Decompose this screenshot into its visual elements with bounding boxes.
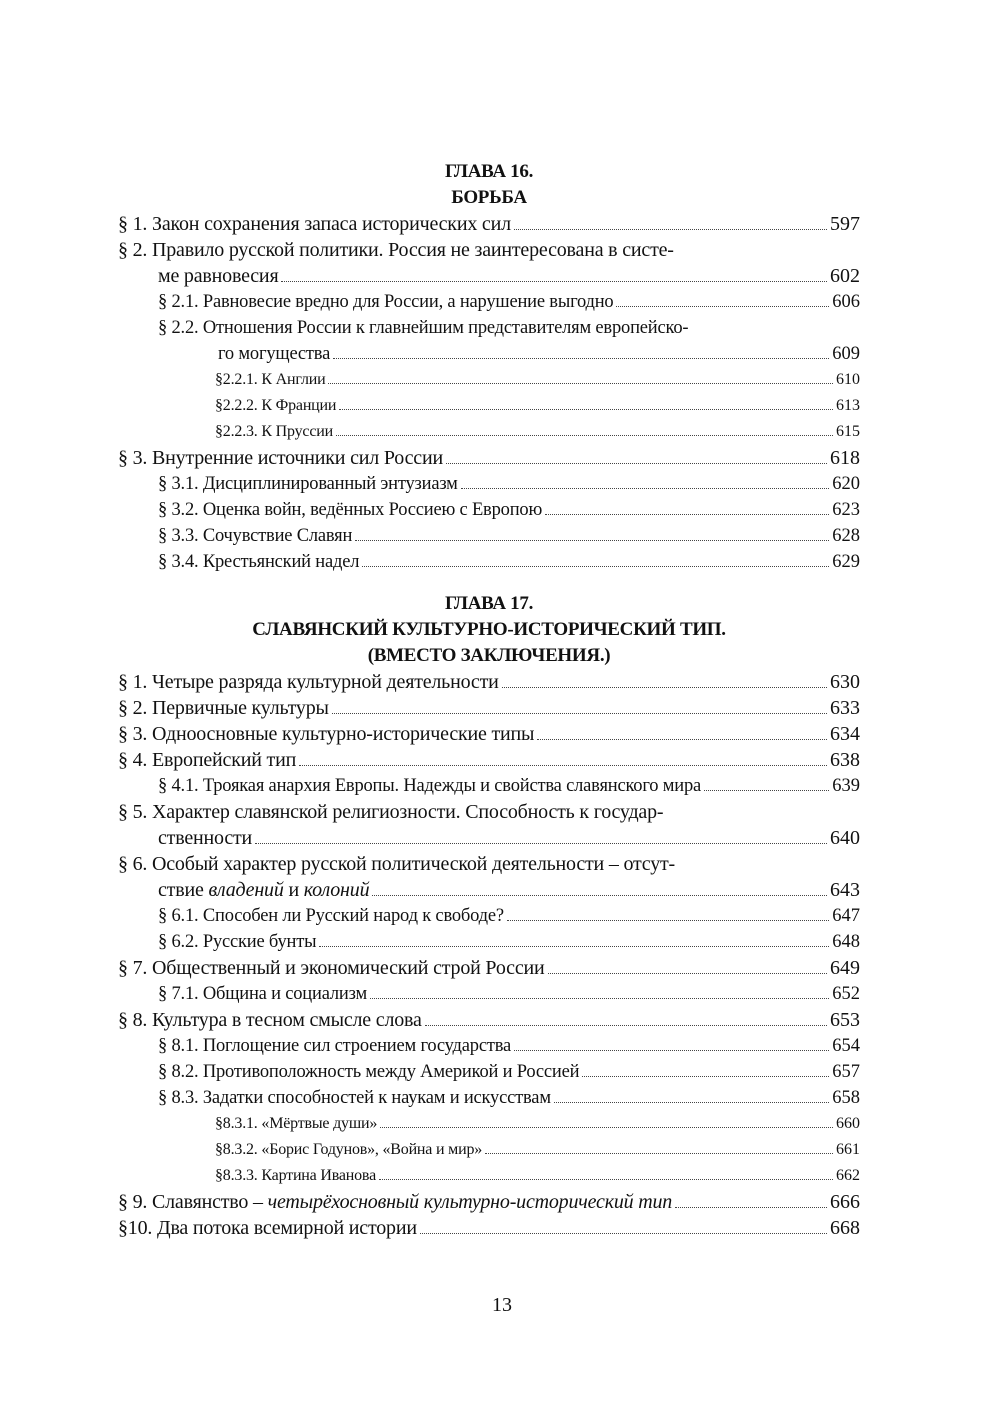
entry-text-segment: § 8. Культура в тесном смысле слова (118, 1009, 422, 1031)
entry-text-segment: § 6.2. Русские бунты (158, 932, 317, 952)
entry-text-segment: § 4. Европейский тип (118, 749, 297, 771)
dot-leader (548, 973, 827, 974)
toc-entry (118, 1007, 860, 1033)
entry-page-number: 666 (830, 1191, 860, 1213)
italic-text: четырёхосновный культурно-исторический тип (267, 1191, 673, 1213)
entry-page-number: 639 (832, 776, 860, 796)
page-number: 13 (492, 1294, 512, 1316)
entry-text-segment: § 8.1. Поглощение сил строением государства (158, 1036, 512, 1056)
entry-title (158, 1033, 511, 1059)
entry-page-number: 630 (830, 671, 860, 693)
toc-entry (118, 955, 860, 981)
toc-entry-continuation (118, 877, 860, 903)
entry-title (215, 393, 336, 419)
dot-leader (328, 383, 833, 384)
toc-entry-line (118, 315, 860, 341)
entry-title (215, 1111, 377, 1137)
entry-text-segment: § 7. Общественный и экономический строй России (118, 957, 545, 979)
toc-entry (118, 1137, 860, 1163)
entry-text-segment: § 3. Одноосновные культурно-исторические типы (118, 723, 535, 745)
toc-entry (118, 419, 860, 445)
entry-text-segment: § 6. Особый характер русской политической деятельности – отсут- (118, 853, 675, 875)
dot-leader (425, 1025, 827, 1026)
dot-leader (336, 435, 833, 436)
entry-page-number: 657 (832, 1062, 860, 1082)
dot-leader (333, 358, 829, 359)
entry-text-segment: § 9. Славянство – (118, 1191, 268, 1213)
toc-entry (118, 211, 860, 237)
entry-page-number: 653 (830, 1009, 860, 1031)
entry-text-segment: ме равновесия (158, 265, 279, 287)
entry-page-number: 610 (836, 371, 860, 388)
dot-leader (339, 409, 833, 410)
toc-entry (118, 669, 860, 695)
entry-page-number: 640 (830, 827, 860, 849)
entry-title-continuation (158, 825, 252, 851)
entry-text-segment: §10. Два потока всемирной истории (118, 1217, 417, 1239)
toc-entry-continuation (118, 263, 860, 289)
entry-text-segment: §2.2.1. К Англии (215, 371, 326, 388)
entry-title (158, 523, 352, 549)
dot-leader (281, 281, 827, 282)
toc-entry (118, 1111, 860, 1137)
entry-text-segment: § 5. Характер славянской религиозности. Способность к государ- (118, 801, 664, 823)
entry-page-number: 638 (830, 749, 860, 771)
chapter-title: (ВМЕСТО ЗАКЛЮЧЕНИЯ.) (367, 645, 611, 666)
entry-text-segment: §2.2.2. К Франции (215, 397, 337, 414)
entry-page-number: 602 (830, 265, 860, 287)
entry-page-number: 633 (830, 697, 860, 719)
dot-leader (537, 739, 827, 740)
entry-text-segment: §2.2.3. К Пруссии (215, 423, 333, 440)
toc-entry-continuation (118, 341, 860, 367)
entry-title (118, 237, 674, 263)
entry-page-number: 649 (830, 957, 860, 979)
entry-page-number: 668 (830, 1217, 860, 1239)
entry-page-number: 620 (832, 474, 860, 494)
entry-text-segment: §8.3.3. Картина Иванова (215, 1167, 376, 1184)
entry-page-number: 658 (832, 1088, 860, 1108)
entry-title (158, 549, 359, 575)
italic-text: владений (208, 879, 284, 901)
entry-title-continuation (158, 263, 278, 289)
entry-title (215, 1137, 482, 1163)
toc-entry-line (118, 851, 860, 877)
toc-entry-line (118, 799, 860, 825)
chapter-title: СЛАВЯНСКИЙ КУЛЬТУРНО-ИСТОРИЧЕСКИЙ ТИП. (252, 619, 726, 640)
entry-page-number: 606 (832, 292, 860, 312)
entry-page-number: 648 (832, 932, 860, 952)
entry-text-segment: § 2.1. Равновесие вредно для России, а нарушение выгодно (158, 292, 614, 312)
dot-leader (370, 998, 829, 999)
entry-text-segment: ствие (158, 879, 209, 901)
dot-leader (355, 540, 829, 541)
entry-text-segment: §8.3.1. «Мёртвые души» (215, 1115, 378, 1132)
entry-page-number: 623 (832, 500, 860, 520)
toc-entry (118, 523, 860, 549)
toc-entry (118, 1033, 860, 1059)
toc-entry (118, 471, 860, 497)
toc-entry (118, 1189, 860, 1215)
entry-text-segment: § 3.3. Сочувствие Славян (158, 526, 353, 546)
dot-leader (379, 1179, 833, 1180)
dot-leader (420, 1233, 827, 1234)
entry-text-segment: § 3.4. Крестьянский надел (158, 552, 360, 572)
dot-leader (299, 765, 827, 766)
entry-page-number: 609 (832, 344, 860, 364)
toc-entry (118, 367, 860, 393)
entry-title (118, 1007, 422, 1033)
dot-leader (255, 843, 827, 844)
entry-title (158, 315, 688, 341)
entry-title (118, 799, 663, 825)
entry-page-number: 629 (832, 552, 860, 572)
entry-title (118, 445, 443, 471)
entry-text-segment: § 2. Первичные культуры (118, 697, 329, 719)
entry-title (158, 497, 542, 523)
entry-text-segment: и (283, 879, 304, 901)
chapter-title: БОРЬБА (451, 187, 527, 208)
dot-leader (319, 946, 829, 947)
entry-title (158, 929, 316, 955)
entry-page-number: 618 (830, 447, 860, 469)
entry-title (158, 773, 701, 799)
dot-leader (514, 1050, 829, 1051)
entry-page-number: 660 (836, 1115, 860, 1132)
entry-page-number: 634 (830, 723, 860, 745)
dot-leader (372, 895, 827, 896)
entry-title (215, 1163, 376, 1189)
toc-entry (118, 1215, 860, 1241)
dot-leader (485, 1153, 833, 1154)
entry-text-segment: § 1. Закон сохранения запаса исторических сил (118, 213, 511, 235)
toc-entry-continuation (118, 825, 860, 851)
toc-entry (118, 497, 860, 523)
dot-leader (380, 1127, 833, 1128)
entry-text-segment: § 6.1. Способен ли Русский народ к свободе? (158, 906, 504, 926)
toc-entry (118, 289, 860, 315)
dot-leader (554, 1102, 829, 1103)
entry-text-segment: § 3.1. Дисциплинированный энтузиазм (158, 474, 458, 494)
entry-text-segment: § 8.2. Противоположность между Америкой и Россией (158, 1062, 580, 1082)
dot-leader (514, 229, 827, 230)
dot-leader (704, 790, 829, 791)
entry-text-segment: § 2.2. Отношения России к главнейшим представителям европейско- (158, 318, 689, 338)
entry-text-segment: § 2. Правило русской политики. Россия не заинтересована в систе- (118, 239, 674, 261)
entry-page-number: 662 (836, 1167, 860, 1184)
entry-page-number: 652 (832, 984, 860, 1004)
dot-leader (332, 713, 827, 714)
entry-text-segment: ственности (158, 827, 253, 849)
entry-title (118, 721, 534, 747)
toc-entry (118, 721, 860, 747)
entry-title (158, 289, 613, 315)
entry-text-segment: § 3.2. Оценка войн, ведённых Россиею с Европою (158, 500, 543, 520)
toc-entry-line (118, 237, 860, 263)
entry-title (118, 955, 545, 981)
toc-entry (118, 1085, 860, 1111)
toc-entry (118, 1059, 860, 1085)
dot-leader (502, 687, 827, 688)
entry-page-number: 613 (836, 397, 860, 414)
chapter-heading: ГЛАВА 16. (444, 161, 534, 182)
entry-page-number: 654 (832, 1036, 860, 1056)
dot-leader (616, 306, 829, 307)
entry-title (158, 903, 504, 929)
dot-leader (362, 566, 829, 567)
entry-title (158, 1059, 579, 1085)
dot-leader (446, 463, 827, 464)
entry-page-number: 615 (836, 423, 860, 440)
entry-title (158, 471, 458, 497)
entry-text-segment: § 8.3. Задатки способностей к наукам и искусствам (158, 1088, 551, 1108)
entry-title (118, 1215, 417, 1241)
entry-text-segment: § 3. Внутренние источники сил России (118, 447, 443, 469)
toc-entry (118, 773, 860, 799)
entry-page-number: 597 (830, 213, 860, 235)
dot-leader (582, 1076, 829, 1077)
entry-title-continuation (158, 877, 369, 903)
dot-leader (461, 488, 830, 489)
toc-entry (118, 929, 860, 955)
toc-entry (118, 747, 860, 773)
entry-text-segment: § 4.1. Троякая анархия Европы. Надежды и свойства славянского мира (158, 776, 702, 796)
toc-entry (118, 981, 860, 1007)
entry-title (158, 981, 367, 1007)
entry-title (118, 1189, 672, 1215)
dot-leader (507, 920, 829, 921)
entry-title (118, 669, 499, 695)
entry-page-number: 647 (832, 906, 860, 926)
toc-entry (118, 1163, 860, 1189)
entry-text-segment: го могущества (218, 344, 331, 364)
toc-entry (118, 695, 860, 721)
entry-title (215, 419, 333, 445)
entry-text-segment: § 7.1. Община и социализм (158, 984, 367, 1004)
toc-entry (118, 445, 860, 471)
entry-title (118, 211, 511, 237)
entry-title (215, 367, 325, 393)
entry-title (118, 695, 329, 721)
entry-text-segment: §8.3.2. «Борис Годунов», «Война и мир» (215, 1141, 483, 1158)
entry-title (118, 851, 675, 877)
entry-title-continuation (218, 341, 330, 367)
italic-text: колоний (303, 879, 370, 901)
entry-text-segment: § 1. Четыре разряда культурной деятельности (118, 671, 499, 693)
entry-title (158, 1085, 551, 1111)
toc-entry (118, 903, 860, 929)
entry-page-number: 643 (830, 879, 860, 901)
dot-leader (545, 514, 829, 515)
entry-page-number: 661 (836, 1141, 860, 1158)
dot-leader (675, 1207, 827, 1208)
table-of-contents (118, 159, 860, 1241)
entry-page-number: 628 (832, 526, 860, 546)
chapter-heading: ГЛАВА 17. (444, 593, 534, 614)
toc-entry (118, 549, 860, 575)
toc-entry (118, 393, 860, 419)
entry-title (118, 747, 296, 773)
